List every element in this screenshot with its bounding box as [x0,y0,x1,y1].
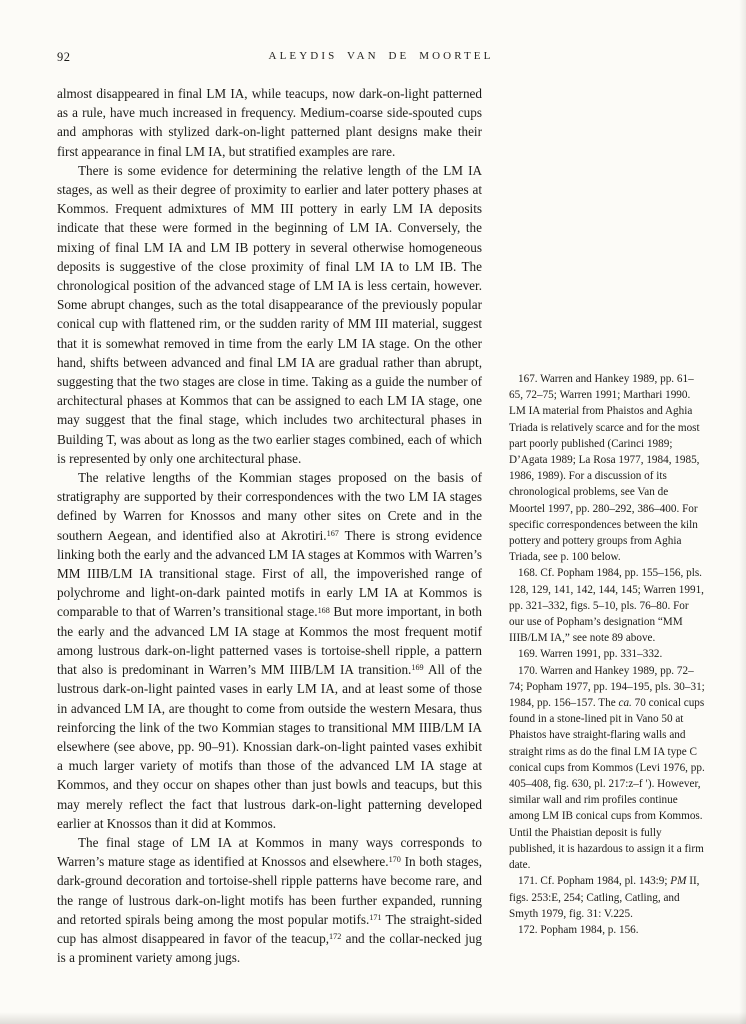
footnote-column [509,371,705,938]
body-text [57,84,482,967]
footnote: 172. Popham 1984, p. 156. [518,923,639,936]
italic-citation: PM [670,875,687,888]
footnote-ref: 171 [369,913,382,923]
footnote-ref: 167 [326,529,339,538]
page-number: 92 [57,50,71,64]
body-paragraph: The final stage of LM IA at Kommos in many ways corresponds to Warren’s mature stage as identified at Knossos and elsewhere.$^{170}$ In both stages, dark-ground decoration and tortoise-shell ripple patterns have become rare, and the range of lustrous dark-on-light motifs has been further expanded, running and retorted spirals being among the most popular motifs.$^{171}$ The straight-sided cup has almost disappeared in favor of the teacup,$^{172}$ and the collar-necked jug is a prominent variety among jugs. [57,834,482,966]
footnote-ref: 172 [329,932,342,942]
footnote: 170. Warren and Hankey 1989, pp. 72–74; Popham 1977, pp. 194–195, pls. 30–31; 1984, pp. 156–157. The ca. 70 conical cups found in a stone-lined pit in Vano 50 at Phaistos have straight-flaring walls and straight rims as do the final LM IA type C conical cups from Kommos (Levi 1976, pp. 405–408, fig. 630, pl. 217:z–f ′). However, similar wall and rim profiles continue among LM IB conical cups from Kommos. Until the Phaistian deposit is fully published, it is hazardous to assign it a firm date. [509,664,705,872]
footnote: 169. Warren 1991, pp. 331–332. [518,648,663,661]
italic-citation: ca. [618,697,632,710]
page-header [57,50,705,68]
footnote-ref: 169 [411,663,424,673]
body-paragraph: almost disappeared in final LM IA, while teacups, now dark-on-light patterned as a rule, have much increased in frequency. Medium-coarse side-spouted cups and amphoras with stylized dark-on-light patterned plant designs make their first appearance in final LM IA, but stratified examples are rare. [57,86,482,159]
running-head: ALEYDIS VAN DE MOORTEL [268,50,494,62]
footnote: 171. Cf. Popham 1984, pl. 143:9; PM II, figs. 253:E, 254; Catling, Catling, and Smyth 1979, fig. 31: V.225. [509,875,700,920]
page-edge-right [739,0,746,1024]
body-paragraph: The relative lengths of the Kommian stages proposed on the basis of stratigraphy are supported by their correspondences with the two LM IA stages defined by Warren for Knossos and many other sites on Crete and in the southern Aegean, and identified also at Akrotiri.$^{167}$ There is strong evidence linking both the early and the advanced LM IA stages at Kommos with Warren’s MM IIIB/LM IA transitional stage. First of all, the impoverished range of polychrome and light-on-dark painted motifs in early LM IA at Kommos is comparable to that of Warren’s transitional stage.$^{168}$ But more important, in both the early and the advanced LM IA stage at Kommos the most frequent motif among lustrous dark-on-light patterned vases is tortoise-shell ripple, a pattern that also is predominant in Warren’s MM IIIB/LM IA transition.$^{169}$ All of the lustrous dark-on-light painted vases in early LM IA, and at least some of those in advanced LM IA, are thought to come from outside the western Mesara, thus reinforcing the link of the two Kommian stages to transitional MM IIIB/LM IA elsewhere (see above, pp. 90–91). Knossian dark-on-light painted vases exhibit a much larger variety of motifs than those of the advanced LM IA stage at Kommos, and they occur on shapes other than just bowls and teacups, but this may merely reflect the fact that lustrous dark-on-light patterning developed earlier at Knossos than it did at Kommos. [57,470,482,831]
footnote-ref: 168 [317,605,330,615]
footnote: 168. Cf. Popham 1984, pp. 155–156, pls. 128, 129, 141, 142, 144, 145; Warren 1991, pp. 321–332, figs. 5–10, pls. 76–80. For our use of Popham’s designation “MM IIIB/LM IA,” see note 89 above. [509,567,704,645]
page-edge-shadow [0,1012,746,1024]
body-paragraph: There is some evidence for determining the relative length of the LM IA stages, as well as their degree of proximity to earlier and later pottery phases at Kommos. Frequent admixtures of MM III pottery in early LM IA deposits indicate that these were formed in the beginning of LM IA. Conversely, the mixing of final LM IA and LM IB pottery in several otherwise homogeneous deposits is suggestive of the close proximity of final LM IA to LM IB. The chronological position of the advanced stage of LM IA is less certain, however. Some abrupt changes, such as the total disappearance of the previously popular conical cup with flattened rim, or the sudden rarity of MM III material, suggest that it is somewhat removed in time from the early LM IA stage. On the other hand, shifts between advanced and final LM IA are gradual rather than abrupt, suggesting that the two stages are close in time. Taking as a guide the number of architectural phases at Kommos that can be assigned to each LM IA stage, one may suggest that the final stage, which includes two architectural phases in Building T, was about as long as the two earlier stages combined, each of which is represented by only one architectural phase. [57,162,482,466]
footnote: 167. Warren and Hankey 1989, pp. 61–65, 72–75; Warren 1991; Marthari 1990. LM IA material from Phaistos and Aghia Triada is relatively scarce and for the most part poorly published (Carinci 1989; D’Agata 1989; La Rosa 1977, 1984, 1985, 1986, 1989). For a discussion of its chronological problems, see Van de Moortel 1997, pp. 280–292, 386–400. For specific correspondences between the kiln pottery and pottery groups from Aghia Triada, see p. 100 below. [509,373,700,564]
footnote-ref: 170 [388,855,401,865]
